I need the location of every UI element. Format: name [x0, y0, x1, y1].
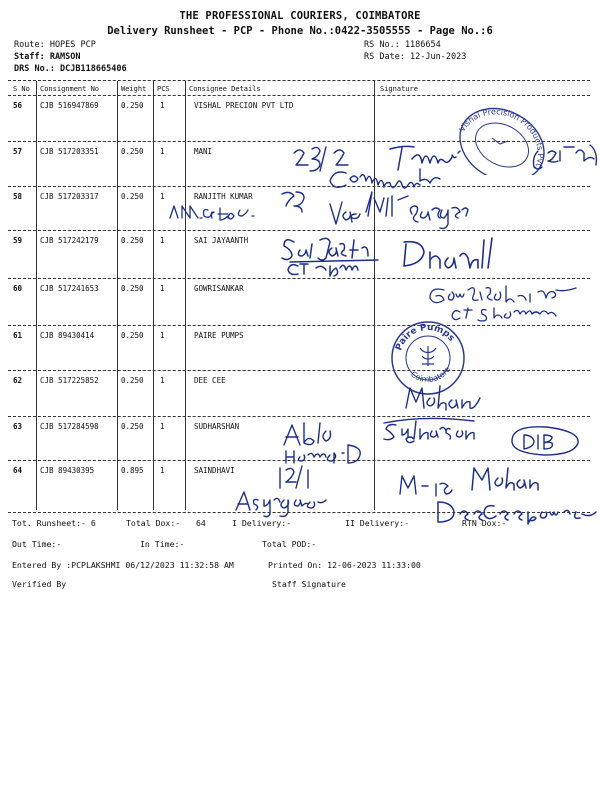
row-pcs: 1	[160, 147, 165, 156]
col-header-signature: Signature	[380, 85, 418, 93]
row-weight: 0.250	[121, 284, 144, 293]
row-weight: 0.895	[121, 466, 144, 475]
svg-text:Vishal Precision Products Pvt.	[450, 100, 550, 174]
row-consignee: GOWRISANKAR	[194, 284, 244, 293]
signature-row-63	[280, 415, 590, 470]
col-header-pcs: PCS	[157, 85, 170, 93]
printed-on: Printed On: 12-06-2023 11:33:00	[268, 560, 421, 570]
signature-row-62	[400, 380, 500, 415]
row-sno: 57	[13, 147, 23, 156]
row-consignee: MANI	[194, 147, 213, 156]
row-separator	[8, 416, 590, 417]
signature-row-60	[420, 280, 600, 325]
row-pcs: 1	[160, 192, 165, 201]
out-time: Out Time:-	[12, 539, 62, 549]
row-consignee: PAIRE PUMPS	[194, 331, 244, 340]
row-consignment-no: CJB 517241653	[40, 284, 99, 293]
paire-pumps-stamp	[388, 318, 468, 398]
row-sno: 56	[13, 101, 23, 110]
verified-by: Verified By	[12, 579, 67, 589]
row-weight: 0.250	[121, 236, 144, 245]
table-bottom-rule	[8, 512, 590, 513]
column-divider	[374, 81, 375, 510]
entered-by: Entered By :PCPLAKSHMI 06/12/2023 11:32:58 AM	[12, 560, 234, 570]
row-pcs: 1	[160, 376, 165, 385]
row-sno: 60	[13, 284, 23, 293]
total-pod: Total POD:-	[262, 539, 317, 549]
row-consignee: RANJITH KUMAR	[194, 192, 253, 201]
row-consignment-no: CJB 517242179	[40, 236, 99, 245]
row-pcs: 1	[160, 331, 165, 340]
total-dox-label: Total Dox:-	[126, 518, 181, 528]
row-separator	[8, 186, 590, 187]
column-divider	[185, 81, 186, 510]
total-dox-value: 64	[196, 518, 206, 528]
row-pcs: 1	[160, 101, 165, 110]
i-delivery: I Delivery:-	[232, 518, 292, 528]
paire-stamp-bottom-text: Coimbatore	[408, 364, 453, 385]
rs-number: RS No.: 1186654	[364, 40, 441, 50]
column-divider	[117, 81, 118, 510]
row-consignment-no: CJB 89430414	[40, 331, 95, 340]
row-consignee: SAI JAYAANTH	[194, 236, 249, 245]
signature-row-59	[280, 232, 540, 277]
ii-delivery: II Delivery:-	[345, 518, 410, 528]
row-sno: 64	[13, 466, 23, 475]
row-consignee: DEE CEE	[194, 376, 226, 385]
staff-signature: Staff Signature	[272, 579, 346, 589]
table-header-rule	[8, 95, 590, 96]
col-header-weight: Weight	[121, 85, 147, 93]
row-sno: 62	[13, 376, 23, 385]
row-weight: 0.250	[121, 331, 144, 340]
row-consignment-no: CJB 517203317	[40, 192, 99, 201]
row-weight: 0.250	[121, 192, 144, 201]
row-separator	[8, 141, 590, 142]
row-consignment-no: CJB 517203351	[40, 147, 99, 156]
vishal-stamp-text: Vishal Precision Products Pvt.	[457, 107, 545, 171]
row-pcs: 1	[160, 284, 165, 293]
row-weight: 0.250	[121, 376, 144, 385]
row-pcs: 1	[160, 236, 165, 245]
row-consignee: SUDHARSHAN	[194, 422, 240, 431]
col-header-consignment: Consignment No	[40, 85, 100, 93]
row-separator	[8, 325, 590, 326]
tot-runsheet: Tot. Runsheet:- 6	[12, 518, 96, 528]
vishal-company-stamp	[450, 100, 550, 175]
row-weight: 0.250	[121, 422, 144, 431]
company-title: THE PROFESSIONAL COURIERS, COIMBATORE	[179, 10, 421, 22]
svg-text:Paire Pumps	[394, 323, 456, 352]
row-consignment-no: CJB 516947869	[40, 101, 99, 110]
drs-number: DRS No.: DCJB118665406	[14, 64, 127, 74]
column-divider	[36, 81, 37, 510]
in-time: In Time:-	[140, 539, 185, 549]
row-consignee: SAINDHAVI	[194, 466, 235, 475]
route-label: Route: HOPES PCP	[14, 40, 96, 50]
column-divider	[153, 81, 154, 510]
row-separator	[8, 370, 590, 371]
row-sno: 63	[13, 422, 23, 431]
row-weight: 0.250	[121, 101, 144, 110]
row-separator	[8, 460, 590, 461]
row-pcs: 1	[160, 422, 165, 431]
row-consignee: VISHAL PRECION PVT LTD	[194, 101, 294, 110]
rs-date: RS Date: 12-Jun-2023	[364, 52, 467, 62]
staff-label: Staff: RAMSON	[14, 52, 81, 62]
paire-stamp-top-text: Paire Pumps	[394, 322, 457, 353]
runsheet-subtitle: Delivery Runsheet - PCP - Phone No.:0422-3505555 - Page No.:6	[107, 25, 493, 37]
col-header-consignee: Consignee Details	[189, 85, 261, 93]
svg-text:Coimbatore	[409, 365, 452, 384]
row-separator	[8, 230, 590, 231]
row-consignment-no: CJB 517284598	[40, 422, 99, 431]
rtn-dox: RTN Dox:-	[462, 518, 507, 528]
row-sno: 61	[13, 331, 23, 340]
row-separator	[8, 278, 590, 279]
table-top-rule	[8, 80, 590, 81]
row-sno: 58	[13, 192, 23, 201]
row-consignment-no: CJB 517225852	[40, 376, 99, 385]
row-weight: 0.250	[121, 147, 144, 156]
row-pcs: 1	[160, 466, 165, 475]
row-sno: 59	[13, 236, 23, 245]
col-header-sno: S No	[13, 85, 30, 93]
row-consignment-no: CJB 89430395	[40, 466, 95, 475]
